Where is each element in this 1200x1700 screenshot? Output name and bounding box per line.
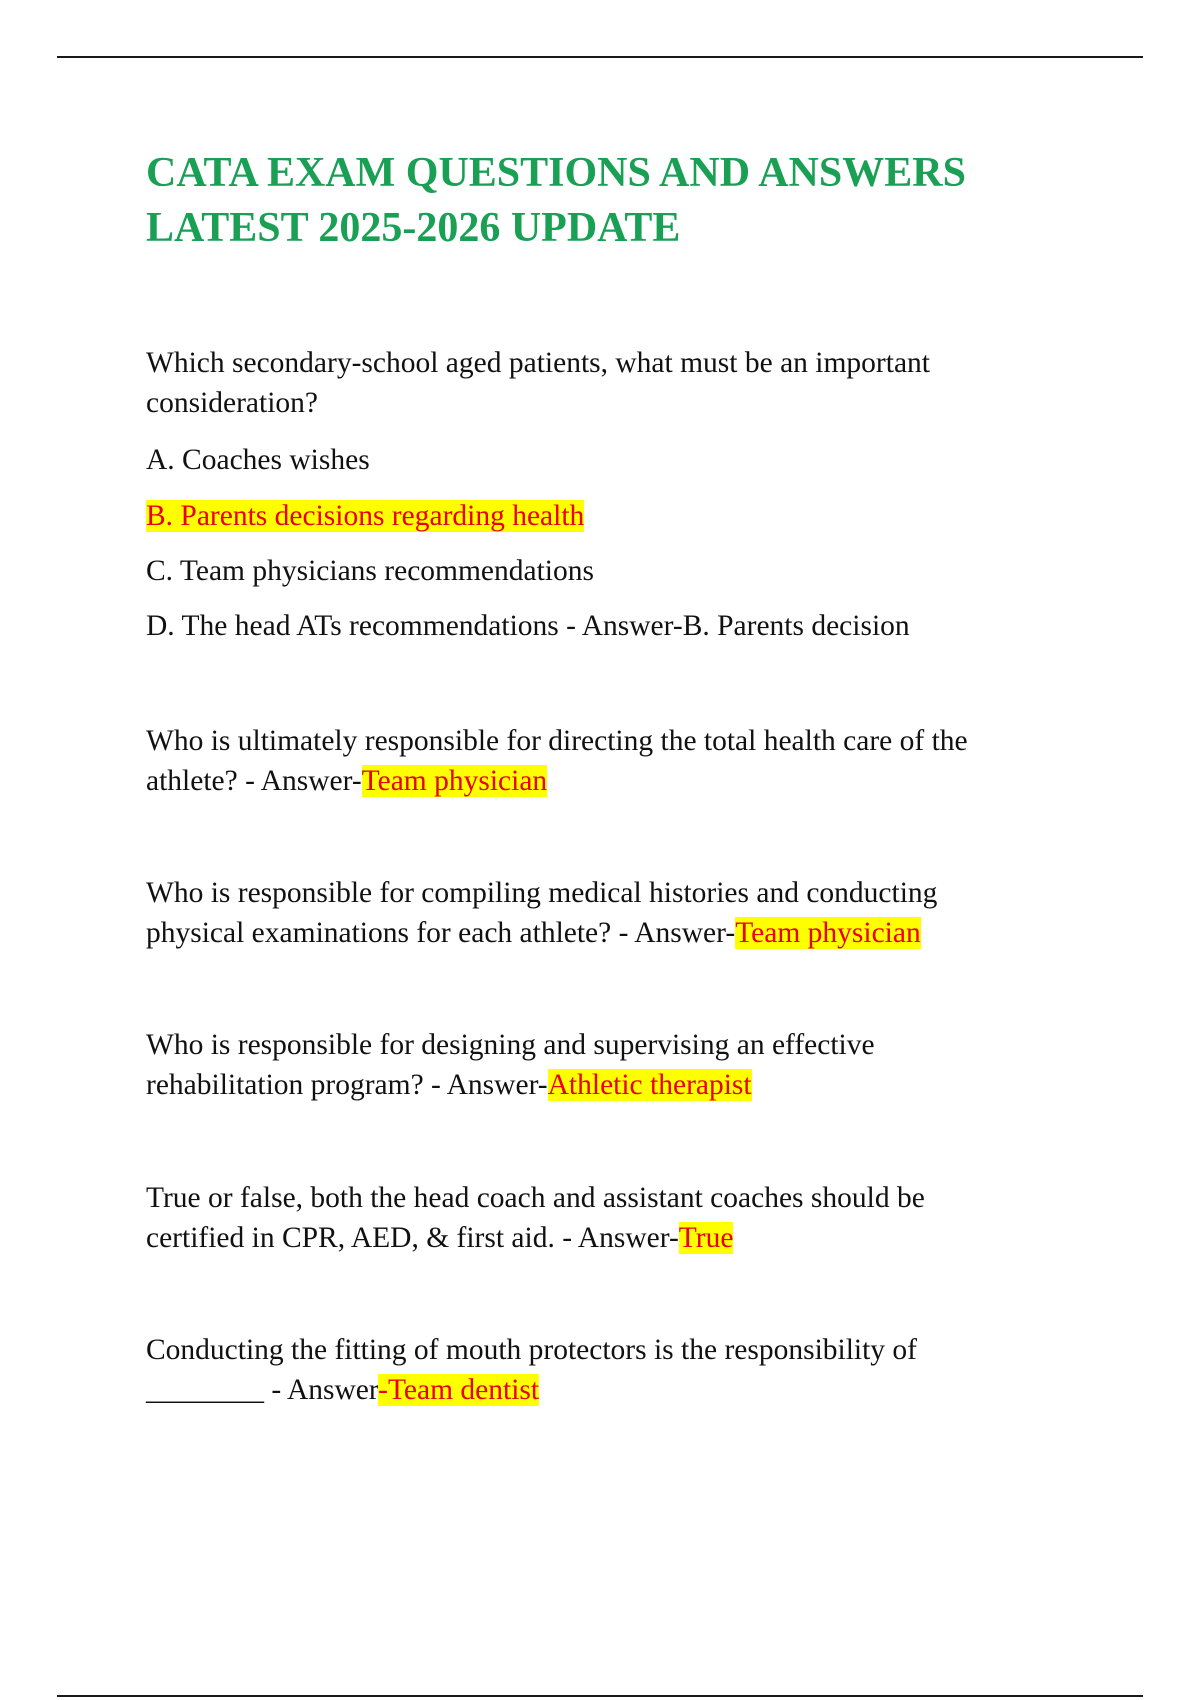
question-2 (146, 721, 1086, 801)
question-4-prefix: rehabilitation program? - Answer- (146, 1069, 548, 1101)
question-4-line-2 (146, 1065, 1086, 1105)
question-6-prefix: ________ - Answer (146, 1374, 379, 1406)
title-line-1: CATA EXAM QUESTIONS AND ANSWERS (146, 150, 966, 196)
question-2-line-2 (146, 761, 1086, 801)
question-2-prefix: athlete? - Answer- (146, 765, 362, 797)
option-a (146, 440, 1086, 480)
option-c-text: C. Team physicians recommendations (146, 555, 594, 587)
question-6-answer: -Team dentist (378, 1374, 540, 1406)
top-rule (57, 56, 1143, 58)
bottom-rule (57, 1695, 1143, 1697)
question-3-answer: Team physician (735, 917, 921, 949)
title-line-2: LATEST 2025-2026 UPDATE (146, 205, 681, 251)
question-5-prefix: certified in CPR, AED, & first aid. - Answer- (146, 1222, 679, 1254)
question-6-line-1: Conducting the fitting of mouth protectors is the responsibility of (146, 1334, 918, 1366)
question-4-answer: Athletic therapist (547, 1069, 752, 1101)
question-4 (146, 1025, 1086, 1105)
question-2-line-1: Who is ultimately responsible for directing the total health care of the (146, 725, 968, 757)
question-4-line-1: Who is responsible for designing and supervising an effective (146, 1029, 875, 1061)
option-b-highlighted-answer: B. Parents decisions regarding health (146, 500, 585, 532)
question-1-text-line-1: Which secondary-school aged patients, what must be an important (146, 347, 930, 379)
option-b (146, 496, 1086, 536)
option-d (146, 606, 1086, 646)
question-6-line-2 (146, 1370, 1086, 1410)
question-3 (146, 873, 1086, 953)
question-5 (146, 1178, 1086, 1258)
question-1-text-line-2: consideration? (146, 387, 319, 419)
option-d-text: D. The head ATs recommendations - Answer-B. Parents decision (146, 610, 910, 642)
question-3-prefix: physical examinations for each athlete? - Answer- (146, 917, 736, 949)
option-c (146, 551, 1086, 591)
question-3-line-2 (146, 913, 1086, 953)
question-1 (146, 343, 1086, 423)
question-3-line-1: Who is responsible for compiling medical histories and conducting (146, 877, 938, 909)
question-5-answer: True (678, 1222, 734, 1254)
question-6 (146, 1330, 1086, 1410)
question-5-line-2 (146, 1218, 1086, 1258)
document-title (146, 146, 1106, 256)
question-5-line-1: True or false, both the head coach and assistant coaches should be (146, 1182, 925, 1214)
option-a-text: A. Coaches wishes (146, 444, 370, 476)
question-2-answer: Team physician (361, 765, 548, 797)
